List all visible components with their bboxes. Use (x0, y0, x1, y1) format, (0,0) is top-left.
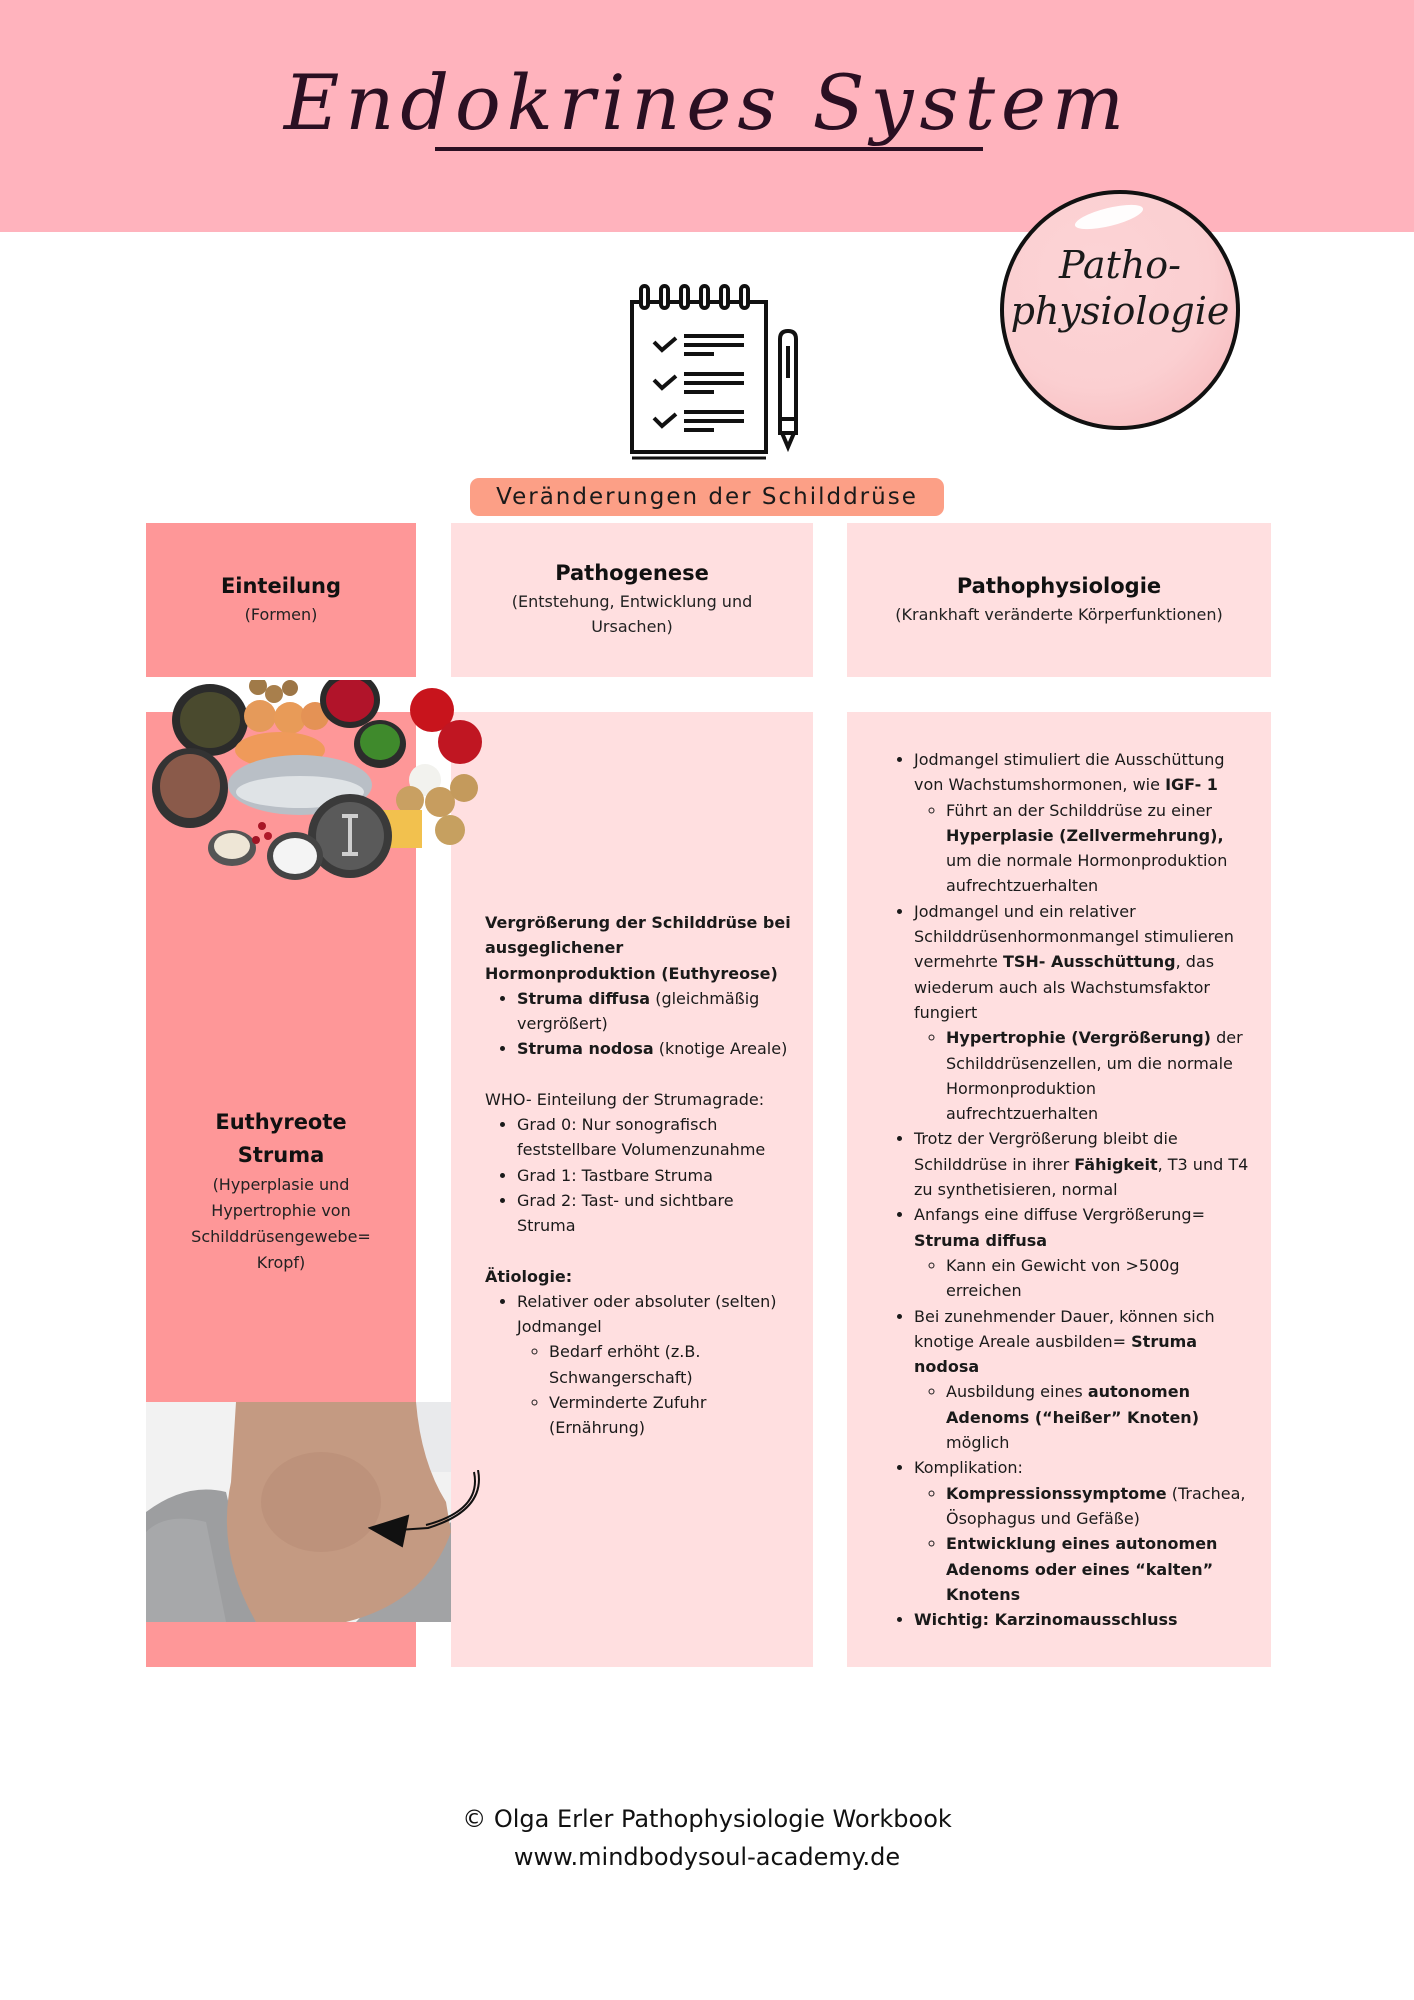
list-item: ◦ Bedarf erhöht (z.B. Schwangerschaft) (549, 1339, 795, 1390)
aetiologie-title: Ätiologie: (485, 1266, 573, 1286)
column-title: Pathogenese (555, 561, 709, 585)
text: , T3 und T4 zu synthetisieren, normal (914, 1154, 1249, 1200)
list-item: • Grad 2: Tast- und sichtbare Struma (517, 1188, 795, 1239)
text-bold: TSH- Ausschüttung (1002, 952, 1176, 972)
footer-website[interactable]: www.mindbodysoul-academy.de (513, 1843, 901, 1871)
text: , das wiederum auch als Wachstumsfaktor fungiert (914, 952, 1215, 1022)
list-item: ◦ Kann ein Gewicht von >500g erreichen (946, 1253, 1252, 1304)
text: Anfangs eine diffuse Vergrößerung= (914, 1205, 1205, 1225)
column-header-einteilung (146, 523, 416, 677)
column-subtitle: (Entstehung, Entwicklung und Ursachen) (511, 592, 753, 636)
list-item (517, 986, 795, 1037)
footer (0, 1800, 1414, 1876)
text-bold: Wichtig: Karzinomausschluss (914, 1610, 1178, 1630)
list-item (914, 1455, 1252, 1607)
list-item (517, 1036, 795, 1061)
list-item (914, 1126, 1252, 1202)
column-title: Einteilung (220, 573, 342, 598)
form-desc: (gleichmäßig vergrößert) (517, 988, 760, 1034)
text: um die normale Hormonproduktion aufrechtzuerhalten (946, 851, 1228, 896)
checklist-notepad-icon (628, 284, 808, 464)
text: (Trachea, Ösophagus und Gefäße) (946, 1483, 1246, 1528)
text: Komplikation: (914, 1458, 1023, 1478)
text: Jodmangel und ein relativer Schilddrüsenhormonmangel stimulieren vermehrte (914, 901, 1234, 972)
list-item: • Grad 0: Nur sonografisch feststellbare Volumenzunahme (517, 1112, 795, 1163)
text-bold: Hyperplasie (Zellvermehrung), (946, 825, 1224, 845)
list-item: ◦ Verminderte Zufuhr (Ernährung) (549, 1390, 795, 1441)
column-header-pathophysiologie (847, 523, 1271, 677)
list-item (946, 1531, 1252, 1607)
class-title-line-2: Struma (237, 1143, 325, 1167)
list-item (914, 1304, 1252, 1456)
text-bold: Kompressionssymptome (946, 1483, 1167, 1503)
sublist (914, 1481, 1252, 1607)
text: Bei zunehmender Dauer, können sich knotige Areale ausbilden= (914, 1306, 1215, 1351)
pathogenese-content (485, 910, 795, 1441)
pathophysiologie-content (882, 747, 1252, 1632)
badge-line-2: physiologie (1010, 289, 1230, 333)
column-title: Pathophysiologie (956, 573, 1162, 598)
list-item (946, 1025, 1252, 1126)
who-grades-list (485, 1112, 795, 1238)
hand-drawn-arrow-icon (368, 1470, 488, 1560)
list-item (946, 1481, 1252, 1532)
badge-text (1004, 242, 1236, 334)
class-description: (Hyperplasie und Hypertrophie von Schilddrüsengewebe= Kropf) (191, 1175, 371, 1272)
text: Jodmangel stimuliert die Ausschüttung von Wachstumshormonen, wie (914, 750, 1225, 795)
column-subtitle: (Krankhaft veränderte Körperfunktionen) (895, 604, 1223, 624)
aetiologie-sublist (517, 1339, 795, 1440)
list-item (517, 1289, 795, 1441)
text-bold: Entwicklung eines autonomen Adenoms oder eines “kalten” Knotens (946, 1534, 1218, 1604)
list-item (914, 1607, 1252, 1632)
sublist (914, 798, 1252, 899)
sublist (914, 1025, 1252, 1126)
text: Führt an der Schilddrüse zu einer (946, 800, 1212, 820)
text-bold: Fähigkeit (1074, 1154, 1158, 1174)
badge-shine (1073, 200, 1145, 234)
form-desc: (knotige Areale) (653, 1039, 788, 1059)
section-title-pill: Veränderungen der Schilddrüse (470, 478, 944, 516)
badge-line-1: Patho- (1059, 243, 1181, 287)
text: der Schilddrüsenzellen, um die normale Hormonproduktion aufrechtzuerhalten (946, 1028, 1243, 1124)
sublist (914, 1379, 1252, 1455)
list-item (914, 899, 1252, 1127)
title-underline (435, 147, 983, 151)
column-header-pathogenese (451, 523, 813, 677)
text-bold: Struma diffusa (914, 1230, 1048, 1250)
list-item (946, 1379, 1252, 1455)
sublist (914, 1253, 1252, 1304)
footer-copyright: © Olga Erler Pathophysiologie Workbook (462, 1805, 952, 1833)
list-item: • Grad 1: Tastbare Struma (517, 1163, 795, 1188)
einteilung-label (146, 1106, 416, 1276)
column-subtitle: (Formen) (244, 604, 318, 624)
text: Trotz der Vergrößerung bleibt die Schilddrüse in ihrer (914, 1129, 1178, 1174)
who-title: WHO- Einteilung der Strumagrade: (485, 1089, 765, 1109)
who-block (485, 1087, 795, 1239)
aetiologie-main: Relativer oder absoluter (selten) Jodmangel (517, 1291, 777, 1337)
pathogenese-intro: Vergrößerung der Schilddrüse bei ausgeglichener Hormonproduktion (Euthyreose) (485, 913, 791, 983)
text-bold: autonomen Adenoms (“heißer” Knoten) (946, 1382, 1200, 1427)
text-bold: Hypertrophie (Vergrößerung) (946, 1028, 1211, 1048)
euthyreose-block (485, 910, 795, 1062)
text: möglich (946, 1433, 1010, 1453)
list-item (946, 798, 1252, 899)
form-name: Struma diffusa (517, 988, 651, 1008)
aetiologie-list (485, 1289, 795, 1441)
aetiologie-block (485, 1264, 795, 1441)
pathophysiologie-list (882, 747, 1252, 1632)
struma-forms-list (485, 986, 795, 1062)
class-title-line-1: Euthyreote (215, 1110, 347, 1134)
pathophysiologie-badge (1000, 190, 1240, 430)
text-bold: Struma nodosa (914, 1331, 1198, 1377)
list-item (914, 747, 1252, 899)
text: Ausbildung eines (946, 1382, 1088, 1402)
list-item (914, 1202, 1252, 1303)
page-title: Endokrines System (283, 58, 1131, 147)
iodine-foods-photo (150, 680, 510, 902)
text-bold: IGF- 1 (1165, 775, 1218, 795)
form-name: Struma nodosa (517, 1039, 654, 1059)
